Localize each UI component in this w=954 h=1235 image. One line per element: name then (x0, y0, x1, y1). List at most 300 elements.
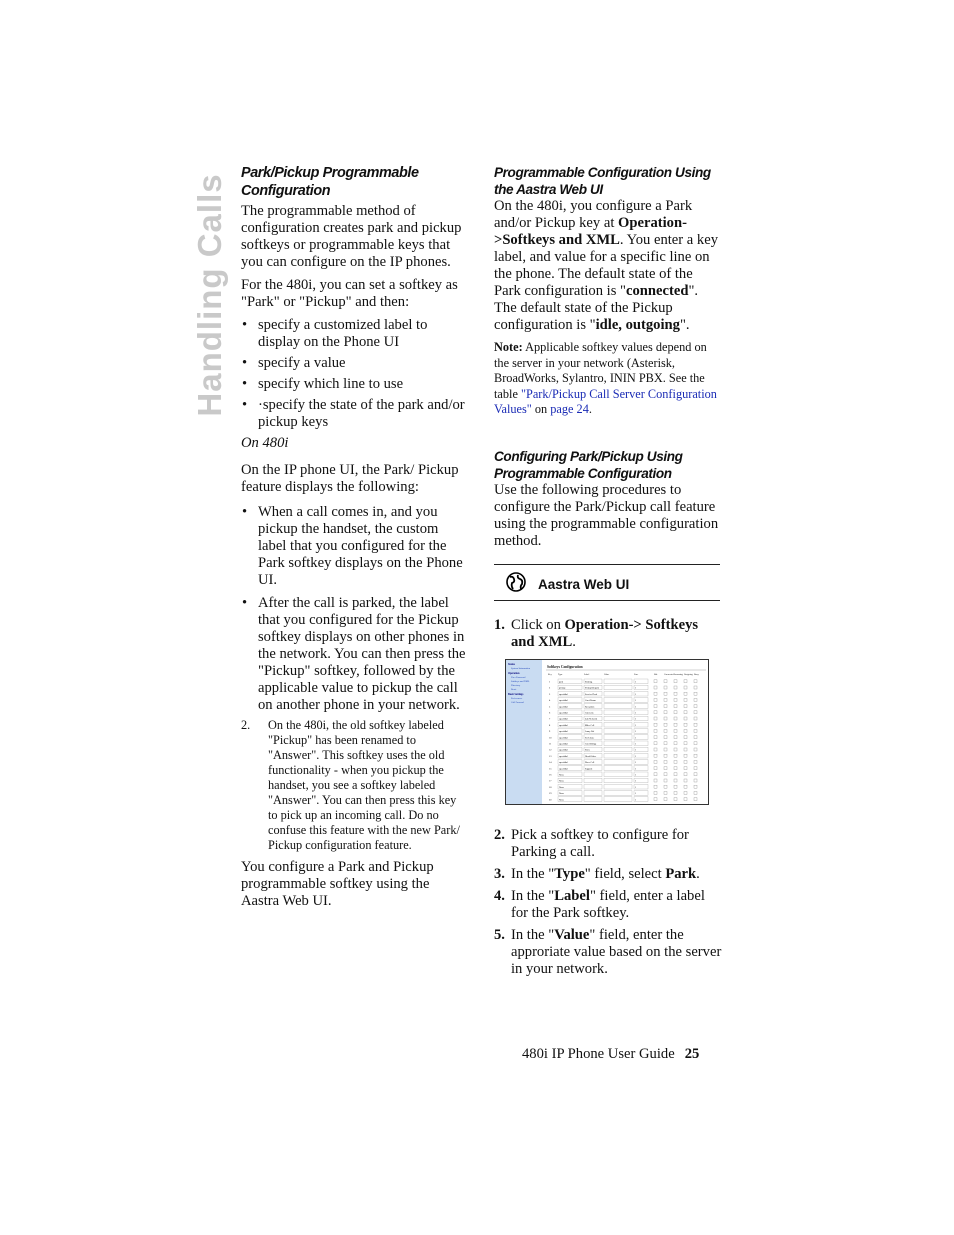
state-checkbox[interactable] (664, 760, 667, 763)
value-input[interactable] (604, 784, 632, 789)
cell-text: None (559, 774, 564, 777)
state-checkbox[interactable] (664, 736, 667, 739)
state-checkbox[interactable] (694, 773, 697, 776)
cell-text: speeddial (559, 718, 568, 721)
nav-item[interactable]: Operation (508, 671, 520, 675)
cell-text: Support (585, 768, 593, 771)
key-number: 13 (549, 754, 552, 758)
state-checkbox[interactable] (664, 692, 667, 695)
table-row (549, 772, 697, 777)
nav-item[interactable]: Reset (511, 687, 517, 691)
state-checkbox[interactable] (694, 686, 697, 689)
cell-text: Cafeteria (585, 712, 594, 715)
table-row (549, 710, 697, 715)
key-number: 2 (549, 686, 551, 690)
screenshot-nav (506, 660, 542, 804)
cell-text: Head Office (585, 755, 597, 758)
state-checkbox[interactable] (694, 798, 697, 801)
value-input[interactable] (604, 698, 632, 703)
screenshot-nav-items (506, 660, 542, 720)
default-state-park: connected (626, 283, 689, 299)
column-header: Outgoing (684, 673, 693, 676)
web-ui-banner (494, 564, 720, 601)
text-run: on (531, 402, 551, 417)
cell-text: speeddial (559, 712, 568, 715)
nav-item[interactable]: Basic Settings (508, 692, 524, 696)
cell-text: speeddial (559, 737, 568, 740)
state-checkbox[interactable] (674, 717, 677, 720)
table-reference-link[interactable]: "Park/Pickup Call Server Configuration Values" (494, 386, 717, 417)
right-paragraph-1 (494, 198, 722, 334)
label-input[interactable] (584, 778, 602, 783)
left-paragraph-1: The programmable method of configuration creates park and pickup softkeys or programmable keys that you can configure on the IP phones. (241, 203, 462, 270)
state-checkbox[interactable] (684, 686, 687, 689)
cell-text: 1 (635, 687, 637, 690)
state-checkbox[interactable] (684, 791, 687, 794)
cell-text: None (559, 799, 564, 802)
left-paragraph-2: For the 480i, you can set a softkey as "Park" or "Pickup" and then: (241, 277, 458, 310)
state-checkbox[interactable] (674, 742, 677, 745)
softkeys-table (544, 660, 708, 804)
cell-text: Conf Bridge (585, 743, 597, 746)
cell-text: 1 (635, 706, 637, 709)
state-checkbox[interactable] (694, 680, 697, 683)
column-header: Key (548, 673, 552, 676)
nav-item[interactable]: System Information (511, 666, 531, 670)
state-checkbox[interactable] (664, 791, 667, 794)
list-item: • specify which line to use (241, 376, 467, 393)
state-checkbox[interactable] (684, 785, 687, 788)
state-checkbox[interactable] (694, 729, 697, 732)
text-run: Click on (511, 616, 565, 633)
key-number: 6 (549, 711, 551, 715)
web-ui-label: Aastra Web UI (538, 576, 630, 592)
state-checkbox[interactable] (654, 773, 657, 776)
text-run: Pick a softkey to configure for Parking a call. (511, 826, 689, 860)
state-checkbox[interactable] (694, 785, 697, 788)
state-checkbox[interactable] (664, 729, 667, 732)
state-checkbox[interactable] (674, 736, 677, 739)
cell-text: 1 (635, 724, 637, 727)
cell-text: speeddial (559, 755, 568, 758)
footer-title: 480i IP Phone User Guide (522, 1046, 675, 1062)
state-checkbox[interactable] (654, 717, 657, 720)
state-checkbox[interactable] (664, 754, 667, 757)
label-input[interactable] (584, 784, 602, 789)
key-number: 8 (549, 723, 551, 727)
state-checkbox[interactable] (664, 717, 667, 720)
table-row (549, 704, 697, 709)
cell-text: 1 (635, 718, 637, 721)
state-checkbox[interactable] (674, 680, 677, 683)
text-run: . (696, 865, 700, 882)
label-input[interactable] (584, 772, 602, 777)
table-row (549, 722, 697, 727)
state-checkbox[interactable] (684, 798, 687, 801)
state-checkbox[interactable] (654, 791, 657, 794)
cell-text: 1 (635, 768, 637, 771)
step-3 (494, 866, 722, 883)
state-checkbox[interactable] (674, 785, 677, 788)
state-checkbox[interactable] (694, 779, 697, 782)
steps-list-continued (494, 827, 722, 978)
cell-text: speeddial (559, 706, 568, 709)
state-checkbox[interactable] (664, 711, 667, 714)
state-checkbox[interactable] (694, 692, 697, 695)
list-item: • ·specify the state of the park and/or pickup keys (241, 397, 467, 431)
state-checkbox[interactable] (684, 698, 687, 701)
key-number: 19 (549, 792, 552, 796)
text-run: In the " (511, 865, 555, 882)
step-2 (494, 827, 722, 861)
nav-item[interactable]: Status (508, 662, 515, 666)
state-checkbox[interactable] (664, 773, 667, 776)
column-header: Incoming (674, 673, 683, 676)
cell-text: pickup (559, 687, 566, 690)
note-text: Applicable softkey values depend on the server in your network (Asterisk, BroadWorks, Sylantro, ININ PBX. See the table (494, 340, 707, 401)
right-heading-2: Configuring Park/Pickup Using Programmable Configuration (494, 448, 683, 481)
step-number: 5. (494, 926, 505, 943)
table-row (549, 685, 697, 690)
value-input[interactable] (604, 704, 632, 709)
state-checkbox[interactable] (684, 748, 687, 751)
page-footer (522, 1046, 699, 1063)
table-row (549, 784, 697, 789)
state-checkbox[interactable] (694, 760, 697, 763)
cell-text: 1 (635, 755, 637, 758)
cell-text: 1 (635, 774, 637, 777)
value-input[interactable] (604, 766, 632, 771)
cell-text: park (559, 681, 564, 684)
cell-text: speeddial (559, 743, 568, 746)
text-run: " field, enter the approriate value based on the server in your network. (511, 926, 722, 977)
state-checkbox[interactable] (694, 748, 697, 751)
side-tab (185, 165, 235, 425)
state-checkbox[interactable] (654, 742, 657, 745)
state-checkbox[interactable] (684, 729, 687, 732)
state-checkbox[interactable] (674, 705, 677, 708)
cell-text: speeddial (559, 724, 568, 727)
key-number: 20 (549, 798, 552, 802)
state-checkbox[interactable] (674, 779, 677, 782)
text-run: . (588, 402, 592, 417)
text-run: ". (679, 317, 690, 333)
state-checkbox[interactable] (694, 754, 697, 757)
menu-path: Operation->Softkeys and XML (494, 215, 687, 248)
state-checkbox[interactable] (664, 798, 667, 801)
state-checkbox[interactable] (674, 767, 677, 770)
page-reference-link[interactable]: page 24 (550, 402, 589, 417)
column-header: Busy (694, 673, 699, 676)
nav-item[interactable]: Softkeys and XML (511, 679, 530, 683)
step-4 (494, 888, 722, 922)
right-paragraph-2: Use the following procedures to configure the Park/Pickup call feature using the programmable configuration method. (494, 481, 719, 549)
state-checkbox[interactable] (654, 711, 657, 714)
state-checkbox[interactable] (674, 692, 677, 695)
state-checkbox[interactable] (694, 736, 697, 739)
state-checkbox[interactable] (674, 791, 677, 794)
cell-text: Tech Line (585, 737, 595, 740)
state-checkbox[interactable] (684, 779, 687, 782)
state-checkbox[interactable] (664, 748, 667, 751)
key-number: 9 (549, 730, 551, 734)
cell-text: Mike Cell (585, 724, 595, 727)
softkeys-screenshot (505, 659, 709, 805)
state-checkbox[interactable] (654, 698, 657, 701)
left-heading: Park/Pickup Programmable Configuration (241, 165, 419, 199)
cell-text: None (559, 780, 564, 783)
state-checkbox[interactable] (684, 692, 687, 695)
globe-icon (506, 572, 526, 592)
left-paragraph-4: You configure a Park and Pickup programmable softkey using the Aastra Web UI. (241, 859, 434, 909)
cell-text: 1 (635, 793, 637, 796)
value-input[interactable] (604, 741, 632, 746)
cell-text: Pickup/Unpark (585, 687, 599, 690)
left-paragraph-3: On the IP phone UI, the Park/ Pickup feature displays the following: (241, 462, 459, 495)
state-checkbox[interactable] (694, 723, 697, 726)
table-row (549, 747, 697, 752)
state-checkbox[interactable] (654, 767, 657, 770)
text-run: On the 480i, you configure a Park and/or Pickup key at (494, 198, 693, 231)
state-checkbox[interactable] (664, 742, 667, 745)
column-header: Value (604, 673, 610, 676)
state-checkbox[interactable] (684, 773, 687, 776)
text-run: . (572, 633, 576, 650)
cell-text: Dave Cell (585, 762, 595, 765)
state-checkbox[interactable] (664, 686, 667, 689)
state-checkbox[interactable] (654, 736, 657, 739)
cell-text: None (559, 793, 564, 796)
cell-text: 1 (635, 737, 637, 740)
state-checkbox[interactable] (674, 754, 677, 757)
value-input[interactable] (604, 685, 632, 690)
column-header: Label (584, 673, 590, 676)
subheading-480i: On 480i (241, 435, 289, 451)
column-header: Line (634, 673, 639, 676)
field-name: Label (554, 887, 590, 904)
list-item: • When a call comes in, and you pickup the handset, the custom label that you configured for the Park softkey displays on the Phone UI. (241, 504, 467, 589)
state-checkbox[interactable] (694, 767, 697, 770)
key-number: 12 (549, 748, 552, 752)
value-input[interactable] (604, 753, 632, 758)
cell-text: Parking (585, 681, 593, 684)
state-checkbox[interactable] (654, 686, 657, 689)
cell-text: speeddial (559, 700, 568, 703)
cell-text: Reception (585, 706, 595, 709)
state-checkbox[interactable] (674, 773, 677, 776)
key-number: 3 (549, 692, 551, 696)
cell-text: Jenny Off (585, 731, 595, 734)
state-checkbox[interactable] (664, 767, 667, 770)
list-item: • specify a customized label to display on the Phone UI (241, 317, 467, 351)
screenshot-title: Softkeys Configuration (547, 664, 583, 669)
cell-text: 1 (635, 712, 637, 715)
cell-text: speeddial (559, 731, 568, 734)
value-input[interactable] (604, 760, 632, 765)
state-checkbox[interactable] (694, 711, 697, 714)
value-input[interactable] (604, 772, 632, 777)
table-row (549, 729, 697, 734)
table-row (549, 716, 697, 721)
state-checkbox[interactable] (694, 698, 697, 701)
state-checkbox[interactable] (684, 760, 687, 763)
table-row (549, 778, 697, 783)
cell-text: None (559, 786, 564, 789)
state-checkbox[interactable] (654, 723, 657, 726)
cell-text: 1 (635, 799, 637, 802)
steps-list (494, 617, 722, 651)
state-checkbox[interactable] (684, 680, 687, 683)
value-input[interactable] (604, 778, 632, 783)
state-checkbox[interactable] (684, 736, 687, 739)
text-run: ". The default state of the Pickup configuration is " (494, 283, 699, 333)
label-input[interactable] (584, 791, 602, 796)
table-rows (549, 679, 697, 801)
key-number: 16 (549, 773, 552, 777)
key-number: 11 (549, 742, 552, 746)
table-row (549, 797, 697, 802)
state-checkbox[interactable] (684, 711, 687, 714)
state-checkbox[interactable] (684, 754, 687, 757)
left-column (241, 164, 467, 916)
state-checkbox[interactable] (694, 717, 697, 720)
column-header: Connected (664, 673, 674, 676)
nav-item[interactable]: Preferences (511, 696, 523, 700)
step-number: 3. (494, 865, 505, 882)
cell-text: Service Desk (585, 693, 598, 696)
state-checkbox[interactable] (654, 798, 657, 801)
state-checkbox[interactable] (664, 779, 667, 782)
state-checkbox[interactable] (654, 705, 657, 708)
right-column (494, 164, 722, 983)
state-checkbox[interactable] (674, 711, 677, 714)
state-checkbox[interactable] (684, 717, 687, 720)
state-checkbox[interactable] (684, 767, 687, 770)
column-header: Type (558, 673, 563, 676)
state-checkbox[interactable] (674, 698, 677, 701)
state-checkbox[interactable] (664, 698, 667, 701)
state-checkbox[interactable] (654, 779, 657, 782)
state-checkbox[interactable] (664, 723, 667, 726)
cell-text: 1 (635, 743, 637, 746)
state-checkbox[interactable] (664, 680, 667, 683)
cell-text: 1 (635, 780, 637, 783)
value-input[interactable] (604, 791, 632, 796)
state-checkbox[interactable] (654, 680, 657, 683)
page-number: 25 (684, 1046, 700, 1062)
cell-text: 1 (635, 681, 637, 684)
cell-text: Lab Network (585, 718, 598, 721)
default-state-pickup: idle, outgoing (595, 317, 680, 333)
nav-item[interactable]: Call Forward (511, 700, 524, 704)
cell-text: 1 (635, 749, 637, 752)
key-number: 7 (549, 717, 551, 721)
nav-item[interactable]: User Password (511, 675, 526, 679)
value-input[interactable] (604, 747, 632, 752)
cell-text: Conf Room (585, 700, 596, 703)
state-checkbox[interactable] (674, 798, 677, 801)
table-row (549, 735, 697, 740)
key-number: 14 (549, 761, 552, 765)
state-checkbox[interactable] (684, 742, 687, 745)
cell-text: speeddial (559, 762, 568, 765)
state-checkbox[interactable] (654, 729, 657, 732)
step-number: 4. (494, 887, 505, 904)
nav-item[interactable]: Directory (511, 683, 521, 687)
column-header: Idle (654, 673, 658, 676)
cell-text: 1 (635, 700, 637, 703)
table-row (549, 691, 697, 696)
value-input[interactable] (604, 679, 632, 684)
label-input[interactable] (584, 797, 602, 802)
cell-text: Store (585, 749, 590, 752)
state-checkbox[interactable] (674, 760, 677, 763)
key-number: 5 (549, 705, 551, 709)
state-checkbox[interactable] (654, 754, 657, 757)
key-number: 1 (549, 680, 551, 684)
footnote (241, 718, 467, 853)
state-checkbox[interactable] (684, 723, 687, 726)
value-input[interactable] (604, 716, 632, 721)
key-number: 17 (549, 779, 552, 783)
menu-path: Operation-> Softkeys and XML (511, 616, 699, 650)
bullet-list-1 (241, 317, 467, 431)
state-checkbox[interactable] (684, 705, 687, 708)
table-row (549, 760, 697, 765)
step-1 (494, 617, 722, 651)
footnote-text: On the 480i, the old softkey labeled "Pickup" has been renamed to "Answer". This softkey uses the old functionality - when you pickup the handset, you see a softkey labeled "Answer". You can then press this key to pick up an incoming call. Do no confuse this feature with the new Park/ Pickup configuration feature. (268, 718, 460, 852)
state-checkbox[interactable] (694, 705, 697, 708)
key-number: 18 (549, 785, 552, 789)
cell-text: speeddial (559, 749, 568, 752)
note-block (494, 340, 722, 418)
state-checkbox[interactable] (654, 748, 657, 751)
state-checkbox[interactable] (654, 692, 657, 695)
table-row (549, 766, 697, 771)
state-checkbox[interactable] (654, 785, 657, 788)
state-checkbox[interactable] (674, 729, 677, 732)
table-row (549, 753, 697, 758)
state-checkbox[interactable] (674, 686, 677, 689)
value-input[interactable] (604, 797, 632, 802)
text-run: In the " (511, 926, 555, 943)
table-row (549, 698, 697, 703)
cell-text: 1 (635, 731, 637, 734)
state-checkbox[interactable] (694, 742, 697, 745)
step-number: 2. (494, 826, 505, 843)
state-checkbox[interactable] (654, 760, 657, 763)
key-number: 10 (549, 736, 552, 740)
state-checkbox[interactable] (694, 791, 697, 794)
cell-text: 1 (635, 762, 637, 765)
value-input[interactable] (604, 691, 632, 696)
footnote-number: 2. (241, 718, 251, 732)
state-checkbox[interactable] (664, 705, 667, 708)
value-input[interactable] (604, 729, 632, 734)
value-input[interactable] (604, 722, 632, 727)
value-input[interactable] (604, 735, 632, 740)
right-heading-1: Programmable Configuration Using the Aastra Web UI (494, 165, 711, 197)
state-checkbox[interactable] (674, 748, 677, 751)
step-5 (494, 927, 722, 978)
list-item: • After the call is parked, the label that you configured for the Pickup softkey displays on other phones in the network. You can then press the "Pickup" softkey, followed by the applicable value to pickup the call on another phone in your network. (241, 595, 467, 714)
bullet-list-2 (241, 504, 467, 714)
state-checkbox[interactable] (674, 723, 677, 726)
cell-text: speeddial (559, 693, 568, 696)
cell-text: 1 (635, 693, 637, 696)
value-input[interactable] (604, 710, 632, 715)
state-checkbox[interactable] (664, 785, 667, 788)
